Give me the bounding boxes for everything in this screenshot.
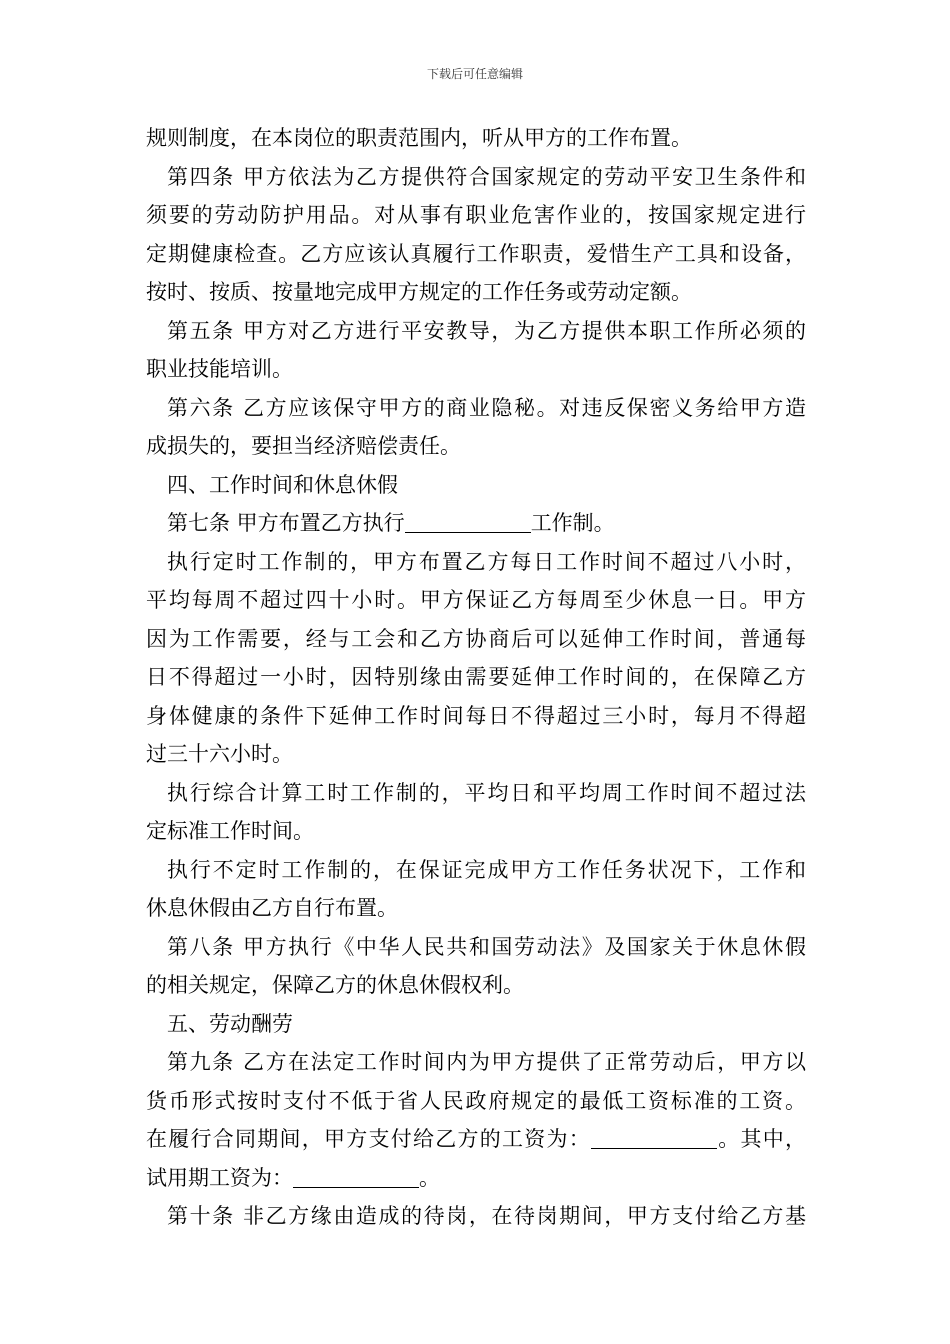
text-line: 规则制度，在本岗位的职责范围内，听从甲方的工作布置。 [146,126,692,150]
text-line: 执行综合计算工时工作制的，平均日和平均周工作时间不超过法 [167,780,806,805]
text-line: 休息休假由乙方自行布置。 [146,896,398,920]
document-body [146,119,806,1236]
text-segment: 工作制。 [530,511,615,535]
fill-in-blank[interactable] [591,1126,717,1149]
text-line: 定期健康检查。乙方应该认真履行工作职责，爱惜生产工具和设备， [146,241,806,266]
text-line [146,1159,806,1198]
text-line: 成损失的，要担当经济赔偿责任。 [146,434,461,458]
text-line: 第八条 甲方执行《中华人民共和国劳动法》及国家关于休息休假 [167,934,806,959]
text-line: 的相关规定，保障乙方的休息休假权利。 [146,973,524,997]
text-line: 第六条 乙方应该保守甲方的商业隐秘。对违反保密义务给甲方造 [167,395,806,420]
text-line [146,504,806,543]
text-segment: 在履行合同期间，甲方支付给乙方的工资为： [146,1127,591,1151]
fill-in-blank[interactable] [405,510,531,533]
text-line: 货币形式按时支付不低于省人民政府规定的最低工资标准的工资。 [146,1088,806,1113]
text-line: 身体健康的条件下延伸工作时间每日不得超过三小时，每月不得超 [146,703,806,728]
fill-in-blank[interactable] [293,1165,419,1188]
text-line: 第五条 甲方对乙方进行平安教导，为乙方提供本职工作所必须的 [167,318,806,343]
text-line: 过三十六小时。 [146,742,293,766]
text-segment: 试用期工资为： [146,1165,293,1190]
text-line: 第四条 甲方依法为乙方提供符合国家规定的劳动平安卫生条件和 [167,164,806,189]
text-line: 定标准工作时间。 [146,819,314,843]
text-segment: 第七条 甲方布置乙方执行 [167,511,405,535]
text-segment: 。其中， [717,1127,806,1151]
text-line [146,1120,806,1159]
text-line: 须要的劳动防护用品。对从事有职业危害作业的，按国家规定进行 [146,203,806,227]
page-header: 下载后可任意编辑 [426,67,523,81]
text-line: 四、工作时间和休息休假 [167,472,398,497]
text-line: 平均每周不超过四十小时。甲方保证乙方每周至少休息一日。甲方 [146,588,806,612]
text-line: 执行不定时工作制的，在保证完成甲方工作任务状况下，工作和 [167,857,806,882]
text-line: 职业技能培训。 [146,357,293,381]
text-line: 因为工作需要，经与工会和乙方协商后可以延伸工作时间，普通每 [146,626,806,651]
text-line: 五、劳动酬劳 [167,1011,293,1036]
text-line: 执行定时工作制的，甲方布置乙方每日工作时间不超过八小时， [167,549,806,574]
text-line: 按时、按质、按量地完成甲方规定的工作任务或劳动定额。 [146,280,692,304]
text-line: 第十条 非乙方缘由造成的待岗，在待岗期间，甲方支付给乙方基 [167,1204,806,1228]
text-segment: 。 [419,1165,440,1190]
text-line: 第九条 乙方在法定工作时间内为甲方提供了正常劳动后，甲方以 [167,1050,806,1074]
text-line: 日不得超过一小时，因特别缘由需要延伸工作时间的，在保障乙方 [146,665,806,689]
